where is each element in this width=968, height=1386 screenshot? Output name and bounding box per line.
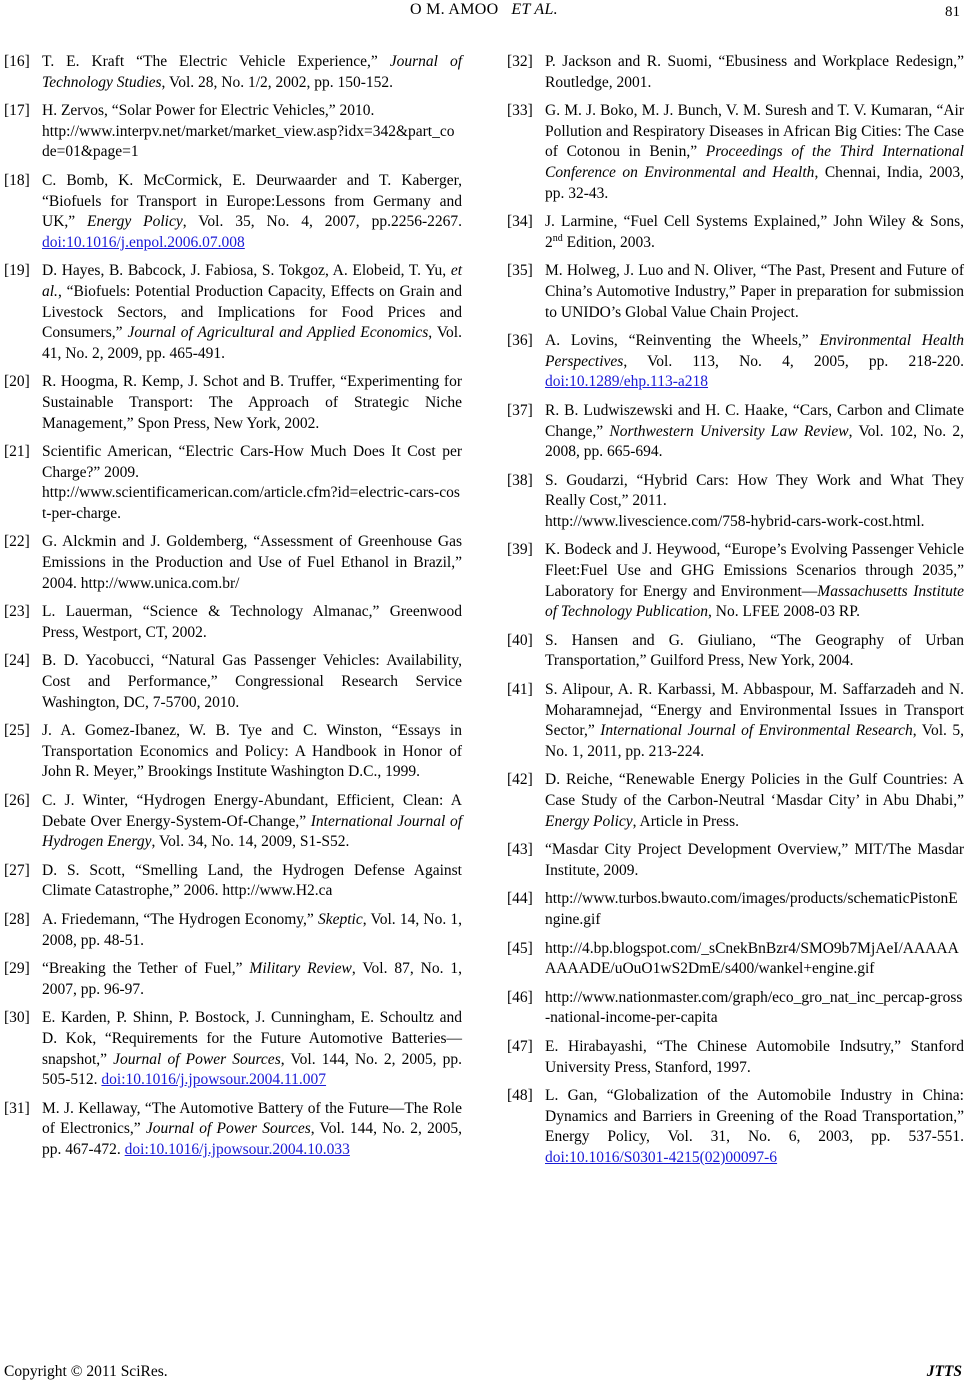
reference-italic: Northwestern University Law Review [609, 422, 849, 440]
reference-segment: , Vol. 34, No. 14, 2009, S1-S52. [151, 833, 350, 851]
reference-segment: , “Biofuels: Potential Production Capacity, Effects on Grain and Livestock Sectors, and Implications for Food Prices and Consumers,” [42, 282, 462, 342]
reference-italic: Environmental Health Perspectives [545, 332, 964, 370]
reference-segment: , Article in Press. [632, 812, 739, 830]
reference-number: [26] [4, 792, 30, 809]
reference-url: http://4.bp.blogspot.com/_sCnekBnBzr4/SMO9b7MjAeI/AAAAAAAAADE/uOuO1wS2DmE/s400/wankel+engine.gif [545, 939, 959, 978]
reference-italic: Journal of Power Sources [145, 1120, 311, 1138]
reference-number: [46] [507, 988, 533, 1006]
reference-segment: , Vol. 144, No. 2, 2005, pp. 467-472. [42, 1120, 462, 1158]
reference-entry [4, 1008, 462, 1090]
reference-url: http://www.interpv.net/market/market_view.asp?idx=342&part_code=01&page=1 [42, 122, 455, 161]
reference-italic: International Journal of Environmental Research [600, 722, 913, 740]
reference-entry [507, 52, 964, 93]
reference-number: [35] [507, 262, 533, 280]
reference-entry [4, 651, 462, 713]
reference-number: [47] [507, 1037, 533, 1055]
reference-entry [507, 1037, 964, 1078]
reference-text [545, 471, 964, 533]
reference-text [545, 1037, 964, 1078]
reference-number: [22] [4, 533, 30, 551]
reference-text [42, 1099, 462, 1161]
reference-number: [24] [4, 652, 30, 670]
reference-segment: M. J. Kellaway, “The Automotive Battery of the Future—The Role of Electronics,” [42, 1099, 462, 1138]
reference-entry [4, 442, 462, 524]
reference-entry [4, 959, 462, 1000]
reference-text [42, 651, 462, 713]
running-head [0, 0, 968, 20]
reference-segment: T. E. Kraft “The Electric Vehicle Experience,” [42, 53, 390, 70]
reference-entry [4, 721, 462, 783]
references-column-left [4, 52, 462, 1169]
reference-segment: , Vol. 144, No. 2, 2005, pp. 505-512. [42, 1050, 462, 1089]
running-head-etal: ET AL. [511, 1, 558, 18]
reference-number: [39] [507, 541, 533, 559]
reference-number: [36] [507, 332, 533, 350]
reference-segment: C. Bomb, K. McCormick, E. Deurwaarder and T. Kaberger, “Biofuels for Transport in Europe:Lessons from Germany and UK,” [42, 171, 462, 231]
reference-italic: Journal of Technology Studies [42, 53, 462, 91]
reference-entry [4, 171, 462, 253]
reference-segment: L. Gan, “Globalization of the Automobile Industry in China: Dynamics and Barriers in Greening of the Road Transportation,” Energy Policy, Vol. 31, No. 6, 2003, pp. 537-551. [545, 1087, 964, 1146]
superscript: nd [552, 232, 563, 244]
reference-text [42, 910, 462, 951]
reference-italic: et al. [42, 262, 462, 300]
reference-text [42, 372, 462, 434]
reference-number: [29] [4, 960, 30, 978]
doi-link[interactable]: doi:10.1016/j.jpowsour.2004.11.007 [101, 1071, 327, 1089]
reference-number: [25] [4, 722, 30, 740]
reference-text [42, 1008, 462, 1090]
reference-entry [507, 770, 964, 832]
reference-segment: H. Zervos, “Solar Power for Electric Vehicles,” 2010. [42, 102, 375, 120]
reference-segment: “Masdar City Project Development Overview,” MIT/The Masdar Institute, 2009. [545, 841, 964, 879]
reference-number: [20] [4, 373, 30, 391]
reference-text [545, 331, 964, 393]
reference-number: [19] [4, 262, 30, 280]
reference-number: [31] [4, 1099, 30, 1117]
reference-number: [27] [4, 861, 30, 879]
reference-text [545, 840, 964, 881]
reference-entry [4, 532, 462, 594]
reference-italic: Military Review [249, 960, 352, 978]
reference-text [42, 442, 462, 524]
reference-segment: J. Larmine, “Fuel Cell Systems Explained,” John Wiley & Sons, 2 [545, 213, 964, 251]
reference-text [545, 1086, 964, 1168]
reference-number: [17] [4, 102, 30, 120]
reference-segment: C. J. Winter, “Hydrogen Energy-Abundant, Efficient, Clean: A Debate Over Energy-System-Of-Change,” [42, 792, 462, 830]
reference-entry [4, 52, 462, 93]
reference-italic: International Journal of Hydrogen Energy [42, 812, 462, 851]
doi-link[interactable]: doi:10.1016/j.jpowsour.2004.10.033 [124, 1140, 350, 1158]
reference-number: [37] [507, 401, 533, 419]
reference-segment: G. Alckmin and J. Goldemberg, “Assessment of Greenhouse Gas Emissions in the Production and Use of Fuel Ethanol in Brazil,” 2004. http://www.unica.com.br/ [42, 533, 462, 592]
reference-url: http://www.livescience.com/758-hybrid-cars-work-cost.html. [545, 512, 925, 530]
reference-segment: L. Lauerman, “Science & Technology Almanac,” Greenwood Press, Westport, CT, 2002. [42, 603, 462, 641]
reference-text [545, 540, 964, 622]
reference-entry [4, 602, 462, 643]
reference-entry [4, 861, 462, 902]
reference-italic: Journal of Power Sources [113, 1050, 281, 1068]
reference-segment: K. Bodeck and J. Heywood, “Europe’s Evolving Passenger Vehicle Fleet:Fuel Use and GHG Emissions Scenarios through 2035,” Laboratory for Energy and Environment— [545, 541, 964, 600]
reference-segment: B. D. Yacobucci, “Natural Gas Passenger Vehicles: Availability, Cost and Performance,” Congressional Research Service Washington, DC, 7-5700, 2010. [42, 652, 462, 711]
reference-entry [507, 261, 964, 323]
reference-entry [507, 101, 964, 204]
reference-number: [43] [507, 841, 533, 859]
reference-segment: S. Goudarzi, “Hybrid Cars: How They Work and What They Really Cost,” 2011. [545, 471, 964, 510]
reference-segment: , Vol. 28, No. 1/2, 2002, pp. 150-152. [161, 73, 394, 91]
reference-number: [34] [507, 213, 533, 231]
reference-text [545, 988, 964, 1029]
reference-segment: S. Alipour, A. R. Karbassi, M. Abbaspour, M. Saffarzadeh and N. Moharamnejad, “Energy and Environmental Issues in Transport Sector,” [545, 681, 964, 740]
reference-entry [507, 840, 964, 881]
reference-segment: D. Reiche, “Renewable Energy Policies in the Gulf Countries: A Case Study of the Carbon-Neutral ‘Masdar City’ in Abu Dhabi,” [545, 771, 964, 809]
reference-segment: S. Hansen and G. Giuliano, “The Geography of Urban Transportation,” Guilford Press, New York, 2004. [545, 631, 964, 670]
reference-entry [4, 261, 462, 364]
reference-italic: Proceedings of the Third International Conference on Environmental and Health [545, 143, 964, 181]
reference-url: http://www.scientificamerican.com/article.cfm?id=electric-cars-cost-per-charge. [42, 484, 460, 522]
reference-segment: M. Holweg, J. Luo and N. Oliver, “The Past, Present and Future of China’s Automotive Industry,” Paper in preparation for submission to UNIDO’s Global Value Chain Project. [545, 262, 964, 321]
reference-segment: P. Jackson and R. Suomi, “Ebusiness and Workplace Redesign,” Routledge, 2001. [545, 53, 964, 91]
reference-segment: E. Karden, P. Shinn, P. Bostock, J. Cunningham, E. Schoultz and D. Kok, “Requirements for the Future Automotive Batteries—snapshot,” [42, 1009, 462, 1068]
reference-number: [21] [4, 443, 30, 461]
reference-text [42, 602, 462, 643]
running-head-author: O M. AMOO [410, 1, 499, 18]
reference-text [545, 212, 964, 253]
reference-number: [40] [507, 631, 533, 649]
reference-text [42, 532, 462, 594]
reference-text [42, 101, 462, 163]
reference-text [42, 861, 462, 902]
reference-number: [41] [507, 681, 533, 699]
reference-entry [4, 910, 462, 951]
reference-number: [32] [507, 53, 533, 70]
reference-number: [44] [507, 890, 533, 908]
reference-italic: Energy Policy [545, 812, 633, 830]
reference-entry [507, 889, 964, 930]
reference-entry [507, 401, 964, 463]
reference-segment: , Vol. 87, No. 1, 2007, pp. 96-97. [42, 960, 462, 998]
reference-segment: R. B. Ludwiszewski and H. C. Haake, “Cars, Carbon and Climate Change,” [545, 401, 964, 440]
reference-text [545, 939, 964, 980]
reference-url: http://www.turbos.bwauto.com/images/products/schematicPistonEngine.gif [545, 890, 958, 928]
reference-italic: Massachusetts Institute of Technology Publication [545, 582, 965, 621]
page-header [0, 0, 968, 24]
reference-text [545, 261, 964, 323]
reference-entry [4, 1099, 462, 1161]
reference-segment: J. A. Gomez-Ibanez, W. B. Tye and C. Winston, “Essays in Transportation Economics and Policy: A Handbook in Honor of John R. Meyer,” Brookings Institute Washington D.C., 1999. [42, 722, 462, 781]
page-number: 81 [945, 4, 960, 20]
reference-number: [38] [507, 471, 533, 489]
reference-entry [507, 212, 964, 253]
reference-number: [18] [4, 171, 30, 189]
reference-segment: , Vol. 35, No. 4, 2007, pp.2256-2267. [182, 213, 462, 231]
reference-entry [507, 1086, 964, 1168]
reference-segment: D. Hayes, B. Babcock, J. Fabiosa, S. Tokgoz, A. Elobeid, T. Yu, [42, 262, 451, 280]
reference-text [545, 770, 964, 832]
copyright-notice: Copyright © 2011 SciRes. [4, 1363, 168, 1380]
reference-segment: , Vol. 102, No. 2, 2008, pp. 665-694. [545, 422, 965, 461]
reference-number: [28] [4, 910, 30, 928]
reference-entry [4, 101, 462, 163]
reference-segment: Scientific American, “Electric Cars-How Much Does It Cost per Charge?” 2009. [42, 443, 462, 481]
reference-text [42, 261, 462, 364]
reference-italic: Journal of Agricultural and Applied Economics [127, 324, 429, 342]
reference-segment: , Vol. 5, No. 1, 2011, pp. 213-224. [545, 722, 964, 760]
reference-entry [507, 939, 964, 980]
doi-link[interactable]: doi:10.1016/S0301-4215(02)00097-6 [545, 1148, 778, 1166]
reference-text [42, 52, 462, 93]
reference-entry [4, 791, 462, 853]
reference-number: [23] [4, 603, 30, 621]
reference-segment: , Vol. 113, No. 4, 2005, pp. 218-220. [623, 352, 964, 370]
reference-text [545, 680, 964, 762]
reference-number: [45] [507, 939, 533, 957]
reference-entry [507, 631, 964, 672]
reference-segment: , No. LFEE 2008-03 RP. [708, 603, 861, 621]
reference-segment: G. M. J. Boko, M. J. Bunch, V. M. Suresh and T. V. Kumaran, “Air Pollution and Respiratory Diseases in African Big Cities: The Case of Cotonou in Benin,” [545, 102, 964, 161]
reference-italic: Energy Policy [87, 213, 183, 231]
reference-number: [33] [507, 102, 533, 120]
reference-number: [16] [4, 53, 30, 70]
doi-link[interactable]: doi:10.1289/ehp.113-a218 [545, 373, 709, 391]
doi-link[interactable]: doi:10.1016/j.enpol.2006.07.008 [42, 233, 245, 251]
reference-text [545, 631, 964, 672]
reference-text [545, 401, 964, 463]
reference-text [42, 959, 462, 1000]
journal-abbreviation: JTTS [926, 1363, 962, 1380]
reference-text [42, 171, 462, 253]
references-column-right [507, 52, 964, 1177]
reference-entry [507, 331, 964, 393]
reference-number: [30] [4, 1009, 30, 1027]
reference-segment: D. S. Scott, “Smelling Land, the Hydrogen Defense Against Climate Catastrophe,” 2006. http://www.H2.ca [42, 861, 462, 900]
reference-segment: , Vol. 14, No. 1, 2008, pp. 48-51. [42, 910, 462, 949]
reference-entry [4, 372, 462, 434]
reference-text [42, 721, 462, 783]
reference-entry [507, 680, 964, 762]
reference-segment: A. Lovins, “Reinventing the Wheels,” [545, 332, 820, 350]
reference-segment: R. Hoogma, R. Kemp, J. Schot and B. Truffer, “Experimenting for Sustainable Transport: The Approach of Strategic Niche Management,” Spon Press, New York, 2002. [42, 373, 462, 432]
reference-italic: Skeptic [317, 910, 363, 928]
reference-entry [507, 540, 964, 622]
reference-segment: E. Hirabayashi, “The Chinese Automobile Indsutry,” Stanford University Press, Stanford, 1997. [545, 1037, 964, 1076]
reference-segment: Edition, 2003. [562, 233, 655, 251]
reference-entry [507, 988, 964, 1029]
reference-number: [42] [507, 771, 533, 789]
reference-segment: “Breaking the Tether of Fuel,” [42, 960, 250, 978]
reference-segment: , Chennai, India, 2003, pp. 32-43. [545, 163, 964, 202]
reference-number: [48] [507, 1087, 533, 1105]
reference-text [42, 791, 462, 853]
reference-entry [507, 471, 964, 533]
reference-text [545, 889, 964, 930]
reference-segment: , Vol. 41, No. 2, 2009, pp. 465-491. [42, 324, 462, 362]
reference-segment: A. Friedemann, “The Hydrogen Economy,” [42, 910, 318, 928]
reference-text [545, 52, 964, 93]
reference-url: http://www.nationmaster.com/graph/eco_gro_nat_inc_percap-gross-national-income-per-capita [545, 988, 963, 1027]
reference-text [545, 101, 964, 204]
